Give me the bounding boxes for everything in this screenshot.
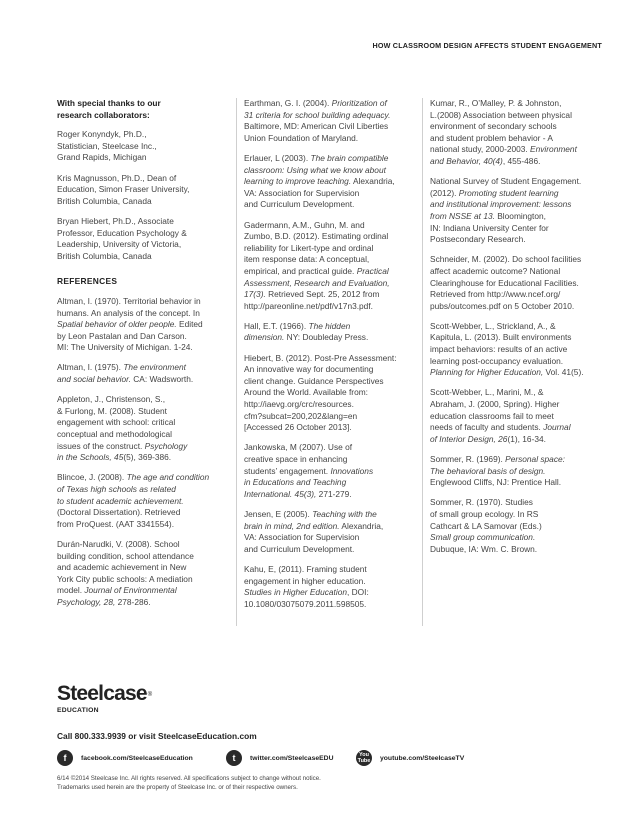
page-header-title: HOW CLASSROOM DESIGN AFFECTS STUDENT ENGAGEMENT	[372, 41, 602, 50]
column-2	[244, 98, 416, 619]
contact-line: Call 800.333.9939 or visit SteelcaseEducation.com	[57, 731, 257, 741]
reference-entry: Schneider, M. (2002). Do school facilities affect academic outcome? National Clearinghouse for Educational Facilities. Retrieved from http://www.ncef.org/ pubs/outcomes.pdf on 5 October 2010.	[430, 254, 582, 311]
reference-entry: Hiebert, B. (2012). Post-Pre Assessment: An innovative way for documenting client change. Guidance Perspectives Around the World. Available from: http://iaevg.org/crc/resources. cfm?subcat=200,202&lang=en [Accessed 26 October 2013].	[244, 352, 397, 433]
reference-entry: Erlauer, L (2003). The brain compatible classroom: Using what we know about learning to improve teaching. Alexandria, VA: Association for Supervision and Curriculum Development.	[244, 152, 395, 210]
column-3	[430, 98, 602, 564]
reference-entry: Jensen, E (2005). Teaching with the brain in mind, 2nd edition. Alexandria, VA: Association for Supervision and Curriculum Development.	[244, 508, 384, 554]
reference-entry: Scott-Webber, L., Strickland, A., & Kapitula, L. (2013). Built environments impact behaviors: results of an active learning post-occupancy evaluation. Planning for Higher Education, Vol. 41(5).	[430, 320, 584, 378]
reference-entry: Kumar, R., O’Malley, P. & Johnston, L.(2008) Association between physical environment of secondary schools and student problem behavior - A national study, 2000-2003. Environment and Behavior, 40(4), 455-486.	[430, 98, 577, 166]
reference-entry: Altman, I. (1975). The environment and social behavior. CA: Wadsworth.	[57, 362, 194, 385]
reference-entry: Earthman, G. I. (2004). Prioritization of 31 criteria for school building adequacy. Baltimore, MD: American Civil Liberties Union Foundation of Maryland.	[244, 98, 391, 143]
legal-footer: 6/14 ©2014 Steelcase Inc. All rights reserved. All specifications subject to change without notice. Trademarks used herein are the property of Steelcase Inc. or of their respective owners.	[57, 775, 321, 791]
steelcase-logo: Steelcase®	[57, 682, 153, 705]
twitter-link[interactable]: t twitter.com/SteelcaseEDU	[226, 750, 333, 766]
reference-entry: Scott-Webber, L., Marini, M., & Abraham, J. (2000, Spring). Higher education classrooms fail to meet needs of faculty and students. Journal of Interior Design, 26(1), 16-34.	[430, 387, 571, 444]
reference-entry: Altman, I. (1970). Territorial behavior in humans. An analysis of the concept. In Spatial behavior of older people. Edited by Leon Pastalan and Dan Carson. MI: The University of Michigan. 1-24.	[57, 295, 203, 353]
reference-entry: Hall, E.T. (1966). The hidden dimension. NY: Doubleday Press.	[244, 320, 369, 343]
youtube-icon: You Tube	[357, 752, 371, 764]
collaborator: Roger Konyndyk, Ph.D., Statistician, Steelcase Inc., Grand Rapids, Michigan	[57, 129, 157, 163]
column-divider	[236, 98, 237, 626]
twitter-icon: t	[226, 750, 242, 766]
reference-entry: Appleton, J., Christenson, S., & Furlong, M. (2008). Student engagement with school: critical conceptual and methodological issues of the construct. Psychology in the Schools, 45(5), 369-386.	[57, 394, 188, 463]
reference-entry: Durán-Narudki, V. (2008). School building condition, school attendance and academic achievement in New York City public schools: A mediation model. Journal of Environmental Psychology, 28, 278-286.	[57, 538, 194, 607]
reference-entry: Sommer, R. (1969). Personal space: The behavioral basis of design. Englewood Cliffs, NJ: Prentice Hall.	[430, 454, 565, 488]
references-heading: REFERENCES	[57, 276, 118, 287]
reference-entry: National Survey of Student Engagement. (2012). Promoting student learning and institutional improvement: lessons from NSSE at 13. Bloomington, IN: Indiana University Center for Postsecondary Research.	[430, 176, 582, 245]
reference-entry: Kahu, E, (2011). Framing student engagement in higher education. Studies in Higher Education, DOI: 10.1080/03075079.2011.598505.	[244, 563, 369, 609]
reference-entry: Sommer, R. (1970). Studies of small group ecology. In RS Cathcart & LA Samovar (Eds.) Small group communication. Dubuque, IA: Wm. C. Brown.	[430, 497, 542, 554]
collaborator: Kris Magnusson, Ph.D., Dean of Education, Simon Fraser University, British Columbia, Canada	[57, 172, 190, 206]
reference-entry: Jankowska, M (2007). Use of creative space in enhancing students’ engagement. Innovations in Educations and Teaching International. 45(3), 271-279.	[244, 442, 374, 499]
facebook-icon: f	[57, 750, 73, 766]
thanks-heading: With special thanks to our research collaborators:	[57, 98, 161, 120]
column-divider	[422, 98, 423, 626]
collaborator: Bryan Hiebert, Ph.D., Associate Professor, Education Psychology & Leadership, University of Victoria, British Columbia, Canada	[57, 215, 187, 261]
youtube-link[interactable]: You Tube youtube.com/SteelcaseTV	[357, 752, 465, 764]
reference-entry: Blincoe, J. (2008). The age and condition of Texas high schools as related to student academic achievement. (Doctoral Dissertation). Retrieved from ProQuest. (AAT 3341554).	[57, 472, 210, 529]
reference-entry: Gadermann, A.M., Guhn, M. and Zumbo, B.D. (2012). Estimating ordinal reliability for Likert-type and ordinal item response data: A conceptual, empirical, and practical guide. Practical Assessment, Research and Evaluation, 17(3). Retrieved Sept. 25, 2012 from http://pareonline.net/pdf/v17n3.pdf.	[244, 219, 390, 311]
column-1	[57, 98, 227, 617]
logo-subtitle: EDUCATION	[57, 707, 99, 714]
facebook-link[interactable]: f facebook.com/SteelcaseEducation	[57, 750, 193, 766]
